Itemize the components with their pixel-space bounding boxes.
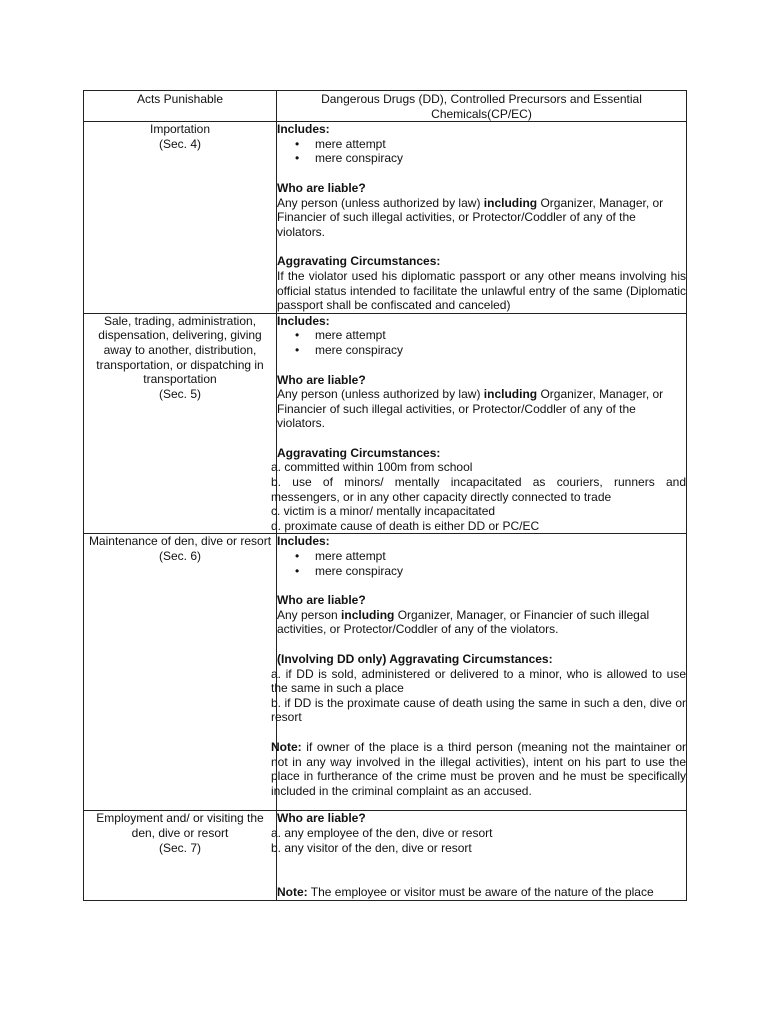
liable-label: Who are liable?	[277, 372, 366, 387]
includes-item: • mere conspiracy	[277, 151, 686, 166]
aggravating-item: c. victim is a minor/ mentally incapacitated	[271, 504, 496, 519]
includes-label: Includes:	[277, 122, 330, 137]
provision-cell	[271, 313, 687, 534]
includes-item: • mere conspiracy	[277, 343, 686, 358]
liable-label: Who are liable?	[277, 180, 366, 195]
act-cell	[84, 811, 277, 900]
includes-item: • mere attempt	[277, 549, 686, 564]
row-maintenance-den	[84, 534, 687, 811]
row-importation	[84, 122, 687, 314]
aggravating-item: b. if DD is the proximate cause of death using the same in such a den, dive or resort	[271, 695, 686, 725]
row-employment-visiting	[84, 811, 687, 900]
aggravating-label: Aggravating Circumstances:	[277, 254, 441, 269]
includes-item: • mere attempt	[277, 137, 686, 152]
punishable-acts-table	[83, 90, 687, 901]
includes-item: • mere attempt	[277, 328, 686, 343]
act-title: Sale, trading, administration, dispensation, delivering, giving away to another, distribution, transportation, or dispatching in transportation	[96, 313, 264, 387]
act-cell	[84, 122, 277, 314]
liable-label: Who are liable?	[277, 593, 366, 608]
act-title: Importation	[149, 122, 211, 137]
header-acts-punishable: Acts Punishable	[84, 91, 277, 122]
includes-list	[277, 549, 686, 578]
act-section: (Sec. 6)	[158, 549, 201, 564]
act-section: (Sec. 7)	[158, 840, 201, 855]
includes-list	[277, 137, 686, 166]
includes-list	[277, 328, 686, 357]
liable-label: Who are liable?	[277, 811, 366, 826]
aggravating-item: a. committed within 100m from school	[271, 460, 473, 475]
provision-cell	[271, 534, 687, 811]
liable-text: Any person including Organizer, Manager, or Financier of such illegal activities, or Protector/Coddler of any of the violators.	[277, 607, 650, 637]
includes-label: Includes:	[277, 313, 330, 328]
liable-item: a. any employee of the den, dive or resort	[271, 826, 493, 841]
act-cell	[84, 313, 277, 534]
aggravating-item: d. proximate cause of death is either DD or PC/EC	[271, 518, 540, 533]
note-text: Note: The employee or visitor must be aware of the nature of the place	[277, 885, 654, 900]
includes-item: • mere conspiracy	[277, 564, 686, 579]
act-title: Employment and/ or visiting the den, dive or resort	[96, 811, 264, 841]
act-section: (Sec. 5)	[158, 386, 201, 401]
header-row	[84, 91, 687, 122]
act-cell	[84, 534, 277, 811]
aggravating-label: (Involving DD only) Aggravating Circumstances:	[277, 652, 553, 666]
header-dangerous-drugs: Dangerous Drugs (DD), Controlled Precursors and Essential Chemicals(CP/EC)	[277, 91, 687, 122]
aggravating-label: Aggravating Circumstances:	[277, 445, 441, 460]
liable-text: Any person (unless authorized by law) including Organizer, Manager, or Financier of such illegal activities, or Protector/Coddler of any of the violators.	[277, 195, 664, 239]
provision-cell	[271, 811, 687, 900]
note-text: Note: if owner of the place is a third person (meaning not the maintainer or not in any way involved in the illegal activities), intent on his part to use the place in furtherance of the crime must be proven and he must be specifically included in the criminal complaint as an accused.	[271, 739, 686, 798]
provision-cell	[277, 122, 687, 314]
liable-item: b. any visitor of the den, dive or resort	[271, 840, 472, 855]
aggravating-item: a. if DD is sold, administered or delivered to a minor, who is allowed to use the same in such a place	[271, 666, 686, 696]
act-section: (Sec. 4)	[158, 136, 201, 151]
aggravating-text: If the violator used his diplomatic passport or any other means involving his official status intended to facilitate the unlawful entry of the same (Diplomatic passport shall be confiscated and canceled)	[277, 268, 686, 313]
aggravating-item: b. use of minors/ mentally incapacitated as couriers, runners and messengers, or in any other capacity directly connected to trade	[271, 475, 686, 504]
act-title: Maintenance of den, dive or resort	[88, 534, 272, 549]
includes-label: Includes:	[277, 534, 330, 549]
liable-text: Any person (unless authorized by law) including Organizer, Manager, or Financier of such illegal activities, or Protector/Coddler of any of the violators.	[277, 387, 664, 431]
row-sale-trading	[84, 313, 687, 534]
